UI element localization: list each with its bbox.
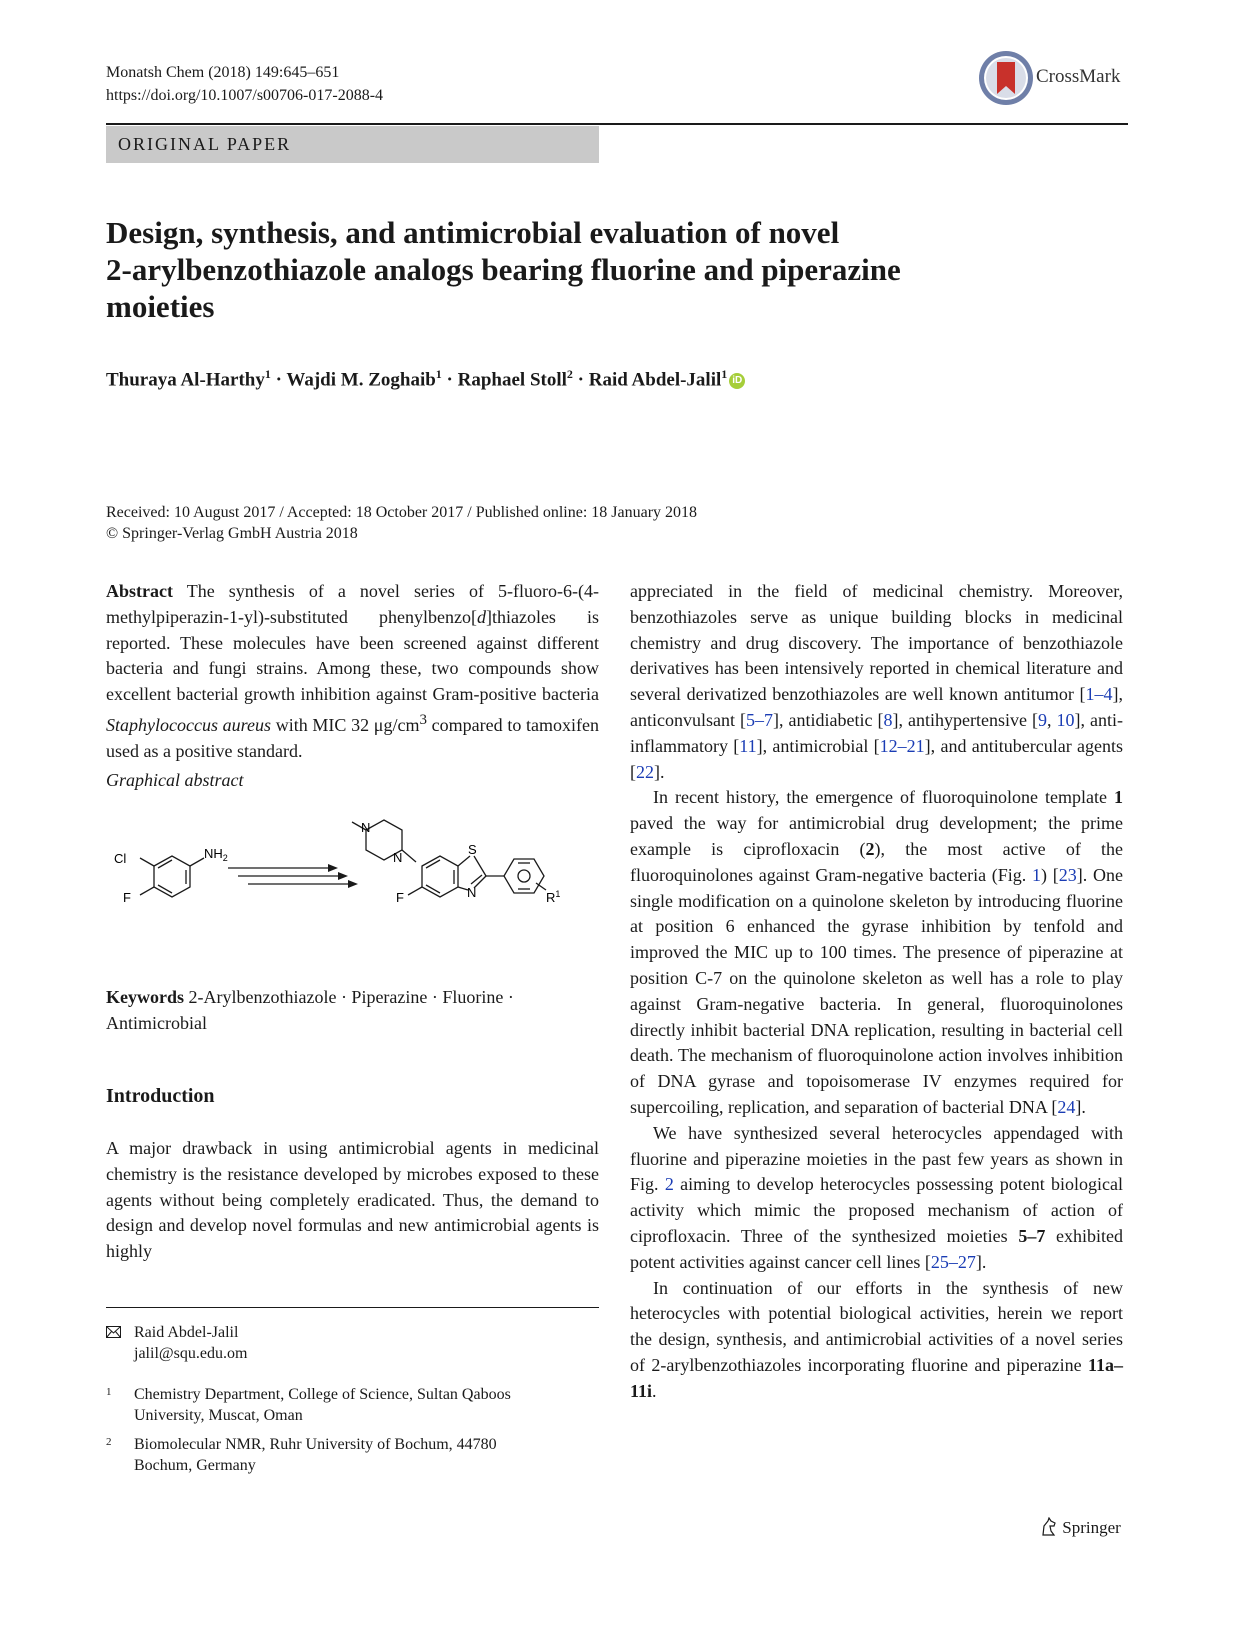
body-text: exhibited potent activities against cancer cell lines [	[630, 1225, 1124, 1272]
keywords-label: Keywords	[106, 987, 184, 1007]
citation-link[interactable]: 1–4	[1085, 684, 1113, 705]
article-title	[106, 214, 1006, 325]
body-paragraph	[630, 785, 1123, 1120]
body-text: ], anticonvulsant [	[630, 684, 1123, 730]
affiliation-2	[106, 1434, 497, 1476]
corresponding-name: Raid Abdel-Jalil	[134, 1324, 239, 1341]
title-line: Design, synthesis, and antimicrobial evaluation of novel	[106, 215, 840, 250]
body-text: appreciated in the field of medicinal chemistry. Moreover, benzothiazoles serve as unique building blocks in medicinal chemistry and drug discovery. The importance of benzothiazole derivatives has been intensively reported in chemical literature and several derivatized benzothiazoles are well known antitumor [	[630, 581, 1123, 705]
body-text: ], antidiabetic [	[773, 709, 884, 730]
arrow-head	[338, 872, 348, 880]
author-affiliation: 1	[721, 367, 728, 381]
corresponding-email[interactable]: jalil@squ.edu.om	[134, 1345, 248, 1362]
abstract-text: with MIC 32 μg/cm	[271, 714, 420, 735]
n-label: N	[361, 820, 371, 835]
body-text: ], antihypertensive [	[892, 709, 1038, 730]
body-text: ].	[1075, 1096, 1086, 1117]
benzene-ring	[154, 856, 190, 897]
title-line: moieties	[106, 289, 215, 324]
body-text: In recent history, the emergence of fluoroquinolone template	[653, 787, 1114, 808]
introduction-paragraph: A major drawback in using antimicrobial agents in medicinal chemistry is the resistance developed by microbes exposed to these agents without being completely eradicated. Thus, the demand to design and develop novel formulas and new antimicrobial agents is highly	[106, 1138, 599, 1262]
envelope-icon	[106, 1326, 121, 1338]
aryl-ring	[504, 859, 544, 893]
footnote-rule	[106, 1307, 599, 1308]
citation-link[interactable]: 24	[1057, 1096, 1076, 1117]
journal-citation: Monatsh Chem (2018) 149:645–651	[106, 64, 340, 81]
nh2-label	[204, 846, 228, 863]
author-affiliation: 2	[566, 367, 573, 381]
doi-link[interactable]: https://doi.org/10.1007/s00706-017-2088-4	[106, 87, 384, 104]
body-paragraph	[630, 1276, 1123, 1405]
arrow-head	[348, 880, 358, 888]
author-separator: ·	[577, 369, 585, 391]
crossmark-badge[interactable]	[978, 50, 1128, 106]
author-separator: ·	[275, 369, 282, 391]
author-name[interactable]: Wajdi M. Zoghaib	[286, 369, 436, 391]
body-text: ) [	[1041, 864, 1059, 885]
corresponding-author	[106, 1322, 247, 1364]
body-text: In continuation of our efforts in the synthesis of new heterocycles with potential biological activities, herein we report the design, synthesis, and antimicrobial activities of a novel series of 2-arylbenzothiazoles incorporating fluorine and piperazine	[630, 1277, 1123, 1375]
body-text: paved the way for antimicrobial drug development; the prime example is ciprofloxacin (	[630, 813, 1123, 859]
keywords-text: 2-Arylbenzothiazole · Piperazine · Fluorine · Antimicrobial	[106, 987, 514, 1033]
springer-horse-icon	[1040, 1517, 1058, 1537]
body-text: .	[652, 1380, 657, 1401]
keywords-block	[106, 985, 599, 1037]
author-separator: ·	[446, 369, 453, 391]
affiliation-number: 1	[106, 1386, 112, 1398]
body-text: aiming to develop heterocycles possessing potent biological activity which mimic the proposed mechanism of action of ciprofloxacin. Three of the synthesized moieties	[630, 1174, 1124, 1246]
affiliation-1	[106, 1384, 511, 1426]
abstract-text: ]thiazoles is reported. These molecules have been screened against different bacteria and fungi strains. Among these, two compounds show excellent bacterial growth inhibition against Gram-positive bacteria	[106, 606, 599, 705]
r-superscript: 1	[555, 889, 561, 899]
f-label: F	[396, 890, 404, 905]
body-paragraph	[630, 579, 1123, 785]
arrow-head	[328, 864, 338, 872]
body-text: ], anti-inflammatory [	[630, 709, 1124, 756]
n-label: N	[393, 850, 403, 865]
organism-name: Staphylococcus aureus	[106, 714, 271, 735]
compound-number: 1	[1114, 787, 1123, 808]
citation-link[interactable]: 9	[1037, 709, 1047, 730]
body-text: ), the most active of the fluoroquinolones against Gram-negative bacteria (Fig.	[630, 838, 1123, 885]
compound-number: 5–7	[1018, 1225, 1046, 1246]
body-text: We have synthesized several heterocycles appendaged with fluorine and piperazine moieties in the past few years as shown in Fig.	[630, 1122, 1123, 1195]
citation-link[interactable]: 23	[1058, 864, 1077, 885]
affiliation-line: Chemistry Department, College of Science, Sultan Qaboos	[134, 1386, 511, 1403]
publisher-logo	[1040, 1517, 1121, 1538]
compound-number: 11a–11i	[630, 1354, 1123, 1401]
body-text: ,	[1046, 709, 1057, 730]
body-text: ].	[654, 761, 665, 782]
title-line: 2-arylbenzothiazole analogs bearing fluorine and piperazine	[106, 252, 901, 287]
figure-link[interactable]: 1	[1032, 864, 1042, 885]
affiliation-line: Bochum, Germany	[134, 1457, 256, 1474]
body-paragraph	[630, 1121, 1123, 1276]
citation-link[interactable]: 8	[883, 709, 893, 730]
r-text: R	[546, 890, 556, 905]
abstract-text: The synthesis of a novel series of 5-fluoro-6-(4-methylpiperazin-1-yl)-substituted phenylbenzo[	[106, 581, 599, 627]
body-text: ], and antitubercular agents [	[630, 735, 1123, 782]
abstract-block	[106, 579, 599, 793]
author-affiliation: 1	[435, 367, 442, 381]
author-list	[106, 361, 745, 393]
author-affiliation: 1	[264, 367, 271, 381]
affiliation-line: Biomolecular NMR, Ruhr University of Bochum, 44780	[134, 1436, 497, 1453]
benzothiazole-benzene	[422, 856, 458, 897]
body-text: ]. One single modification on a quinolone skeleton by introducing fluorine at position 6 enhanced the gyrase inhibition by tenfold and improved the MIC up to 100 times. The presence of piperazine at position C-7 on the quinolone skeleton as well has a role to play against Gram-negative bacteria. In general, fluoroquinolones directly inhibit bacterial DNA replication, resulting in bacterial cell death. The mechanism of fluoroquinolone action involves inhibition of DNA gyrase and topoisomerase IV enzymes required for supercoiling, replication, and separation of bacterial DNA [	[630, 864, 1123, 1117]
abstract-label: Abstract	[106, 581, 173, 601]
compound-number: 2	[865, 838, 875, 859]
citation-link[interactable]: 25–27	[930, 1251, 976, 1272]
citation-link[interactable]: 22	[636, 761, 654, 782]
s-label: S	[468, 842, 477, 857]
publisher-name: Springer	[1062, 1518, 1121, 1537]
r1-label	[546, 889, 560, 905]
author-name[interactable]: Thuraya Al-Harthy	[106, 369, 265, 391]
citation-link[interactable]: 5–7	[746, 709, 773, 730]
figure-link[interactable]: 2	[664, 1174, 674, 1195]
graphical-abstract-label: Graphical abstract	[106, 769, 244, 790]
affiliation-number: 2	[106, 1436, 112, 1448]
abstract-text: compared to tamoxifen used as a positive standard.	[106, 714, 599, 761]
header-rule	[106, 123, 1128, 125]
nh2-subscript: 2	[222, 853, 228, 863]
citation-link[interactable]: 11	[739, 735, 757, 756]
nh2-text: NH	[204, 846, 223, 861]
crossmark-icon	[978, 50, 1034, 106]
dates-line: Received: 10 August 2017 / Accepted: 18 October 2017 / Published online: 18 January 2018	[106, 504, 698, 521]
abstract-paragraph	[106, 579, 599, 765]
cl-label: Cl	[114, 851, 127, 866]
citation-link[interactable]: 10	[1056, 709, 1075, 730]
body-text: ], antimicrobial [	[756, 735, 880, 756]
citation-link[interactable]: 12–21	[879, 735, 925, 756]
f-label: F	[123, 890, 131, 905]
graphical-abstract-scheme	[106, 818, 599, 948]
crossmark-label: CrossMark	[1036, 66, 1121, 87]
introduction-heading: Introduction	[106, 1085, 215, 1107]
n-label: N	[467, 885, 477, 900]
copyright-line: © Springer-Verlag GmbH Austria 2018	[106, 525, 358, 542]
section-label: ORIGINAL PAPER	[106, 126, 599, 163]
abstract-text: 3	[419, 711, 427, 728]
body-text: ].	[975, 1251, 987, 1272]
right-column	[630, 579, 1123, 1405]
publication-dates	[106, 502, 697, 544]
orcid-icon[interactable]: iD	[729, 373, 745, 389]
author-name[interactable]: Raphael Stoll	[457, 369, 567, 391]
abstract-text: d	[476, 606, 486, 627]
author-name[interactable]: Raid Abdel-Jalil	[588, 369, 722, 391]
affiliation-line: University, Muscat, Oman	[134, 1407, 303, 1424]
